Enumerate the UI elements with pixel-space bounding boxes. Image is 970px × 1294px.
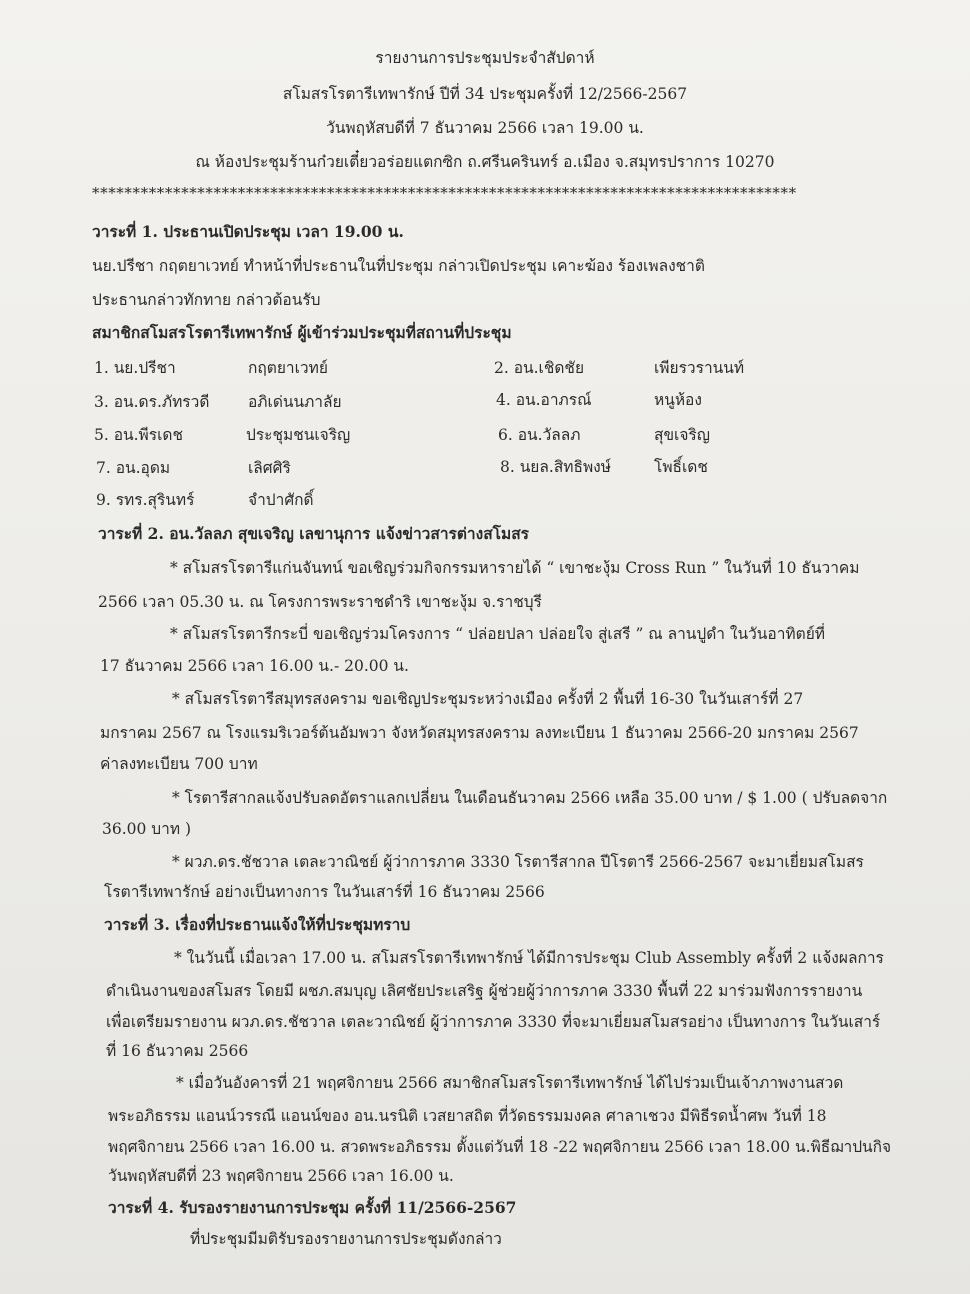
agenda-3-text: พระอภิธรรม แอนน์วรรณี แอนน์ของ อน.นรนิติ เวสยาสถิต ที่วัดธรรมมงคล ศาลาเชวง มีพิธีรดน้ำศพ วันที่ 18 bbox=[108, 1107, 827, 1125]
agenda-2-text: * สโมสรโรตารีแก่นจันทน์ ขอเชิญร่วมกิจกรรมหารายได้ “ เขาชะงุ้ม Cross Run ” ในวันที่ 10 ธันวาคม bbox=[170, 559, 860, 577]
agenda-2-title: วาระที่ 2. อน.วัลลภ สุขเจริญ เลขานุการ แจ้งข่าวสารต่างสโมสร bbox=[98, 524, 529, 543]
attendee-name: 1. นย.ปรีชา bbox=[94, 359, 176, 377]
agenda-3-title: วาระที่ 3. เรื่องที่ประธานแจ้งให้ที่ประชุมทราบ bbox=[104, 915, 411, 934]
agenda-3-text: * เมื่อวันอังคารที่ 21 พฤศจิกายน 2566 สมาชิกสโมสรโรตารีเทพารักษ์ ได้ไปร่วมเป็นเจ้าภาพงานสวด bbox=[176, 1074, 844, 1092]
agenda-2-text: 17 ธันวาคม 2566 เวลา 16.00 น.- 20.00 น. bbox=[100, 657, 409, 675]
attendee-surname: โพธิ์เดช bbox=[654, 458, 708, 476]
attendee-name: 7. อน.อุดม bbox=[96, 459, 171, 477]
attendee-surname: ประชุมชนเจริญ bbox=[246, 426, 351, 444]
agenda-2-text: * โรตารีสากลแจ้งปรับลดอัตราแลกเปลี่ยน ในเดือนธันวาคม 2566 เหลือ 35.00 บาท / $ 1.00 ( ปรับลดจาก bbox=[172, 789, 888, 807]
attendee-name: 8. นยล.สิทธิพงษ์ bbox=[500, 458, 611, 476]
agenda-2-text: * สโมสรโรตารีสมุทรสงคราม ขอเชิญประชุมระหว่างเมือง ครั้งที่ 2 พื้นที่ 16-30 ในวันเสาร์ที่ 27 bbox=[172, 690, 804, 708]
agenda-2-text: 36.00 บาท ) bbox=[102, 820, 192, 838]
agenda-2-text: มกราคม 2567 ณ โรงแรมริเวอร์ต้นอัมพวา จังหวัดสมุทรสงคราม ลงทะเบียน 1 ธันวาคม 2566-20 มกราคม 2567 bbox=[100, 724, 859, 742]
agenda-3-text: ดำเนินงานของสโมสร โดยมี ผชภ.สมบุญ เลิศชัยประเสริฐ ผู้ช่วยผู้ว่าการภาค 3330 พื้นที่ 22 มาร่วมฟังการรายงาน bbox=[106, 982, 863, 1000]
agenda-3-text: เพื่อเตรียมรายงาน ผวภ.ดร.ชัชวาล เตละวาณิชย์ ผู้ว่าการภาค 3330 ที่จะมาเยี่ยมสโมสรอย่าง เป็นทางการ ในวันเสาร์ bbox=[106, 1013, 881, 1031]
report-title: รายงานการประชุมประจำสัปดาห์ bbox=[375, 49, 595, 67]
agenda-1-text: ประธานกล่าวทักทาย กล่าวต้อนรับ bbox=[92, 291, 321, 309]
attendee-name: 9. รทร.สุรินทร์ bbox=[96, 491, 195, 509]
attendee-name: 2. อน.เชิดชัย bbox=[494, 359, 585, 377]
agenda-3-text: พฤศจิกายน 2566 เวลา 16.00 น. สวดพระอภิธรรม ตั้งแต่วันที่ 18 -22 พฤศจิกายน 2566 เวลา 18.00 น.พิธีฌาปนกิจ bbox=[108, 1138, 892, 1156]
agenda-4-title: วาระที่ 4. รับรองรายงานการประชุม ครั้งที่ 11/2566-2567 bbox=[108, 1198, 517, 1217]
agenda-3-text: วันพฤหัสบดีที่ 23 พฤศจิกายน 2566 เวลา 16.00 น. bbox=[108, 1167, 454, 1185]
agenda-2-text: โรตารีเทพารักษ์ อย่างเป็นทางการ ในวันเสาร์ที่ 16 ธันวาคม 2566 bbox=[104, 883, 545, 901]
club-meeting-line: สโมสรโรตารีเทพารักษ์ ปีที่ 34 ประชุมครั้งที่ 12/2566-2567 bbox=[282, 85, 688, 103]
attendee-name: 3. อน.ดร.ภัทรวดี bbox=[94, 393, 210, 411]
agenda-3-text: ที่ 16 ธันวาคม 2566 bbox=[106, 1042, 249, 1060]
attendee-surname: จำปาศักดิ์ bbox=[248, 491, 314, 509]
agenda-2-text: * สโมสรโรตารีกระบี่ ขอเชิญร่วมโครงการ “ ปล่อยปลา ปล่อยใจ สู่เสรี ” ณ ลานปูดำ ในวันอาทิตย์ที่ bbox=[170, 625, 825, 643]
meeting-date-line: วันพฤหัสบดีที่ 7 ธันวาคม 2566 เวลา 19.00 น. bbox=[326, 119, 644, 137]
attendee-surname: สุขเจริญ bbox=[654, 426, 710, 444]
agenda-2-text: 2566 เวลา 05.30 น. ณ โครงการพระราชดำริ เขาชะงุ้ม จ.ราชบุรี bbox=[98, 593, 542, 611]
attendee-surname: เลิศศิริ bbox=[248, 459, 291, 477]
attendee-surname: หนูห้อง bbox=[654, 391, 702, 409]
attendee-name: 4. อน.อาภรณ์ bbox=[496, 391, 592, 409]
meeting-venue-line: ณ ห้องประชุมร้านก๋วยเตี๋ยวอร่อยแตกซิก ถ.ศรีนครินทร์ อ.เมือง จ.สมุทรปราการ 10270 bbox=[195, 153, 775, 171]
attendee-name: 6. อน.วัลลภ bbox=[498, 426, 581, 444]
agenda-1-title: วาระที่ 1. ประธานเปิดประชุม เวลา 19.00 น. bbox=[92, 222, 404, 241]
attendees-title: สมาชิกสโมสรโรตารีเทพารักษ์ ผู้เข้าร่วมประชุมที่สถานที่ประชุม bbox=[92, 323, 512, 342]
attendee-name: 5. อน.พีรเดช bbox=[94, 426, 183, 444]
agenda-2-text: ค่าลงทะเบียน 700 บาท bbox=[100, 755, 258, 773]
attendee-surname: เพียรวรานนท์ bbox=[654, 359, 745, 377]
attendee-surname: อภิเด่นนภาลัย bbox=[248, 393, 342, 411]
separator-line: *************************************************************************************** bbox=[92, 184, 797, 202]
agenda-1-text: นย.ปรีชา กฤตยาเวทย์ ทำหน้าที่ประธานในที่ประชุม กล่าวเปิดประชุม เคาะฆ้อง ร้องเพลงชาติ bbox=[92, 257, 705, 275]
agenda-2-text: * ผวภ.ดร.ชัชวาล เตละวาณิชย์ ผู้ว่าการภาค 3330 โรตารีสากล ปีโรตารี 2566-2567 จะมาเยี่ยมสโมสร bbox=[172, 853, 864, 871]
attendee-surname: กฤตยาเวทย์ bbox=[248, 359, 328, 377]
agenda-3-text: * ในวันนี้ เมื่อเวลา 17.00 น. สโมสรโรตารีเทพารักษ์ ได้มีการประชุม Club Assembly ครั้งที่ 2 แจ้งผลการ bbox=[174, 949, 884, 967]
agenda-4-text: ที่ประชุมมีมติรับรองรายงานการประชุมดังกล่าว bbox=[190, 1230, 502, 1248]
